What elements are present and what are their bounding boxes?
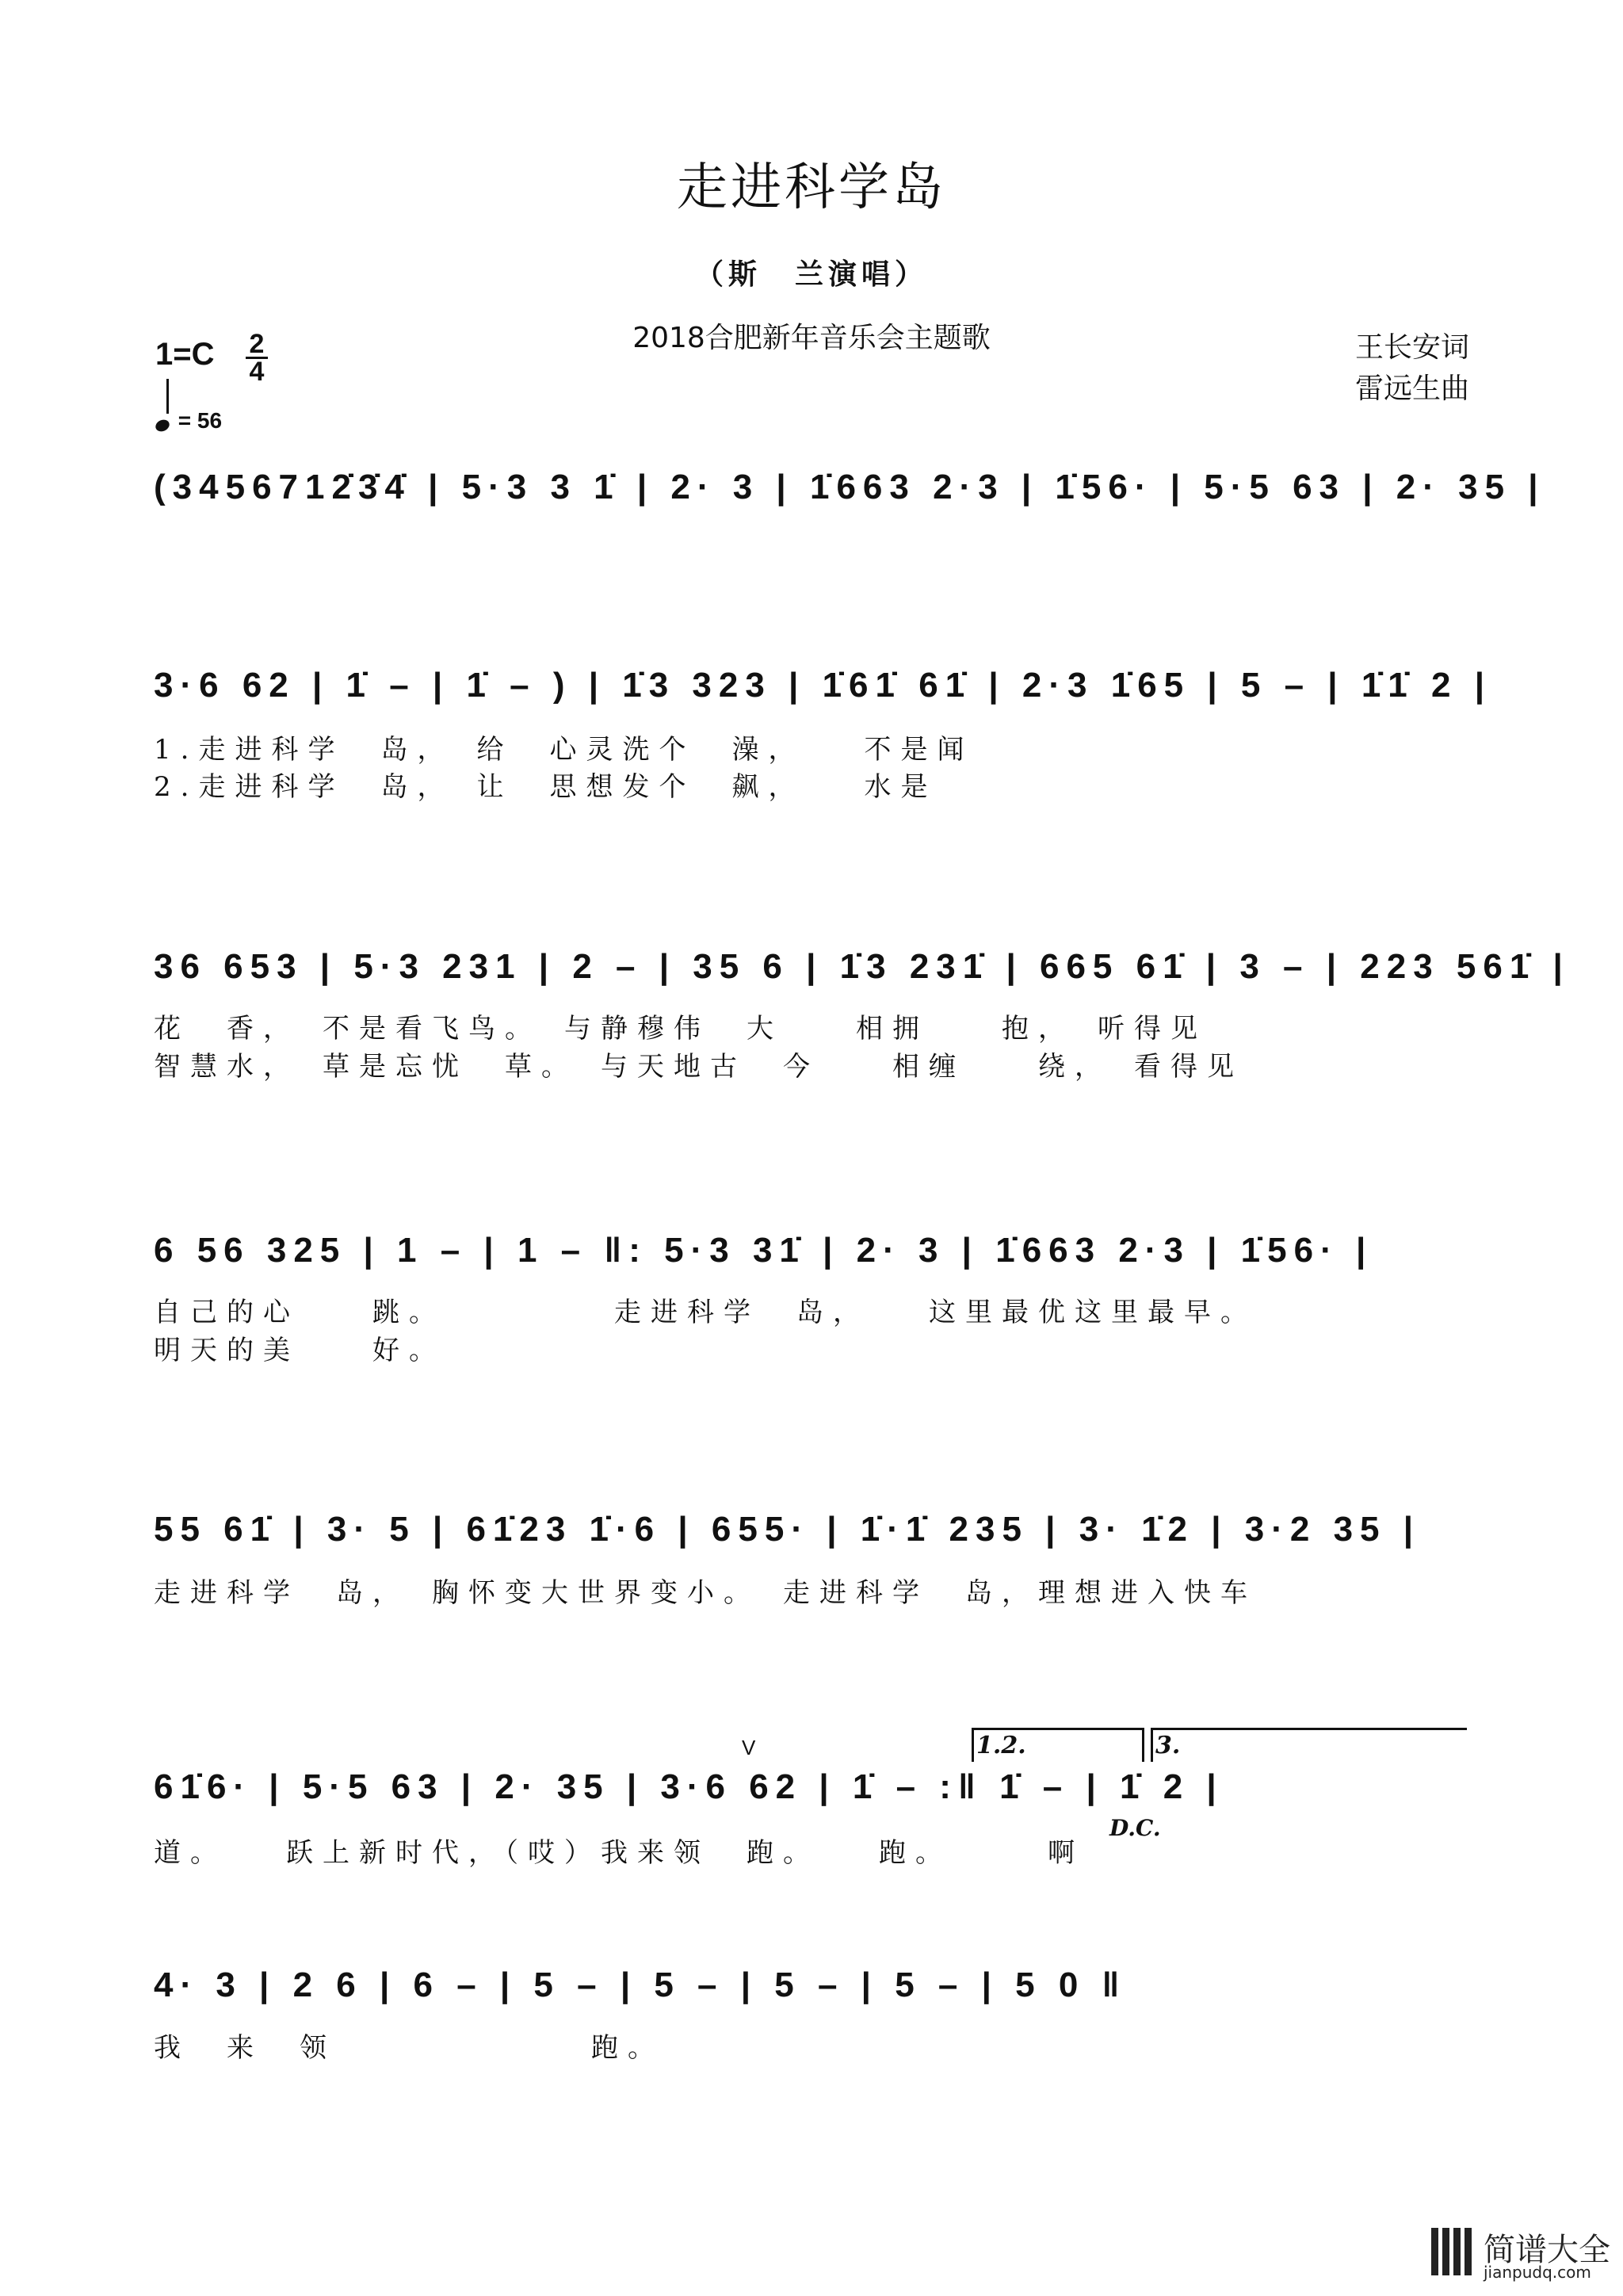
lyrics-line-2-verse-1: 1.走进科学 岛， 给 心灵洗个 澡， 不是闻 [154, 734, 974, 766]
lyrics-line-4-verse-2: 明天的美 好。 [154, 1335, 445, 1366]
site-logo [1431, 2222, 1613, 2288]
lyrics-line-7: 我 来 领 跑。 [154, 2032, 664, 2064]
singer-credit: （斯 兰演唱） [694, 258, 928, 291]
breath-mark: V [742, 1736, 756, 1759]
notation-line-7: 4· 3 | 2 6 | 6 – | 5 – | 5 – | 5 – | 5 – | 5 0 ‖ [154, 1966, 1127, 2004]
meter-bottom: 4 [249, 357, 265, 387]
lyrics-line-4-verse-1: 自己的心 跳。 走进科学 岛， 这里最优这里最早。 [154, 1297, 1257, 1328]
notation-line-4: 6 56 325 | 1 – | 1 – ‖: 5·3 31̇ | 2· 3 | 1̇663 2·3 | 1̇56· | [154, 1231, 1373, 1270]
lyrics-line-3-verse-1: 花 香， 不是看飞鸟。 与静穆伟 大 相拥 抱， 听得见 [154, 1013, 1207, 1045]
lyrics-line-6: 道。 跃上新时代，（哎）我来领 跑。 跑。 啊 [154, 1837, 1084, 1869]
note-stem [166, 379, 169, 414]
volta-1: 1.2. [976, 1732, 1026, 1759]
volta-1-bracket [972, 1728, 1144, 1762]
notation-line-1: (3456712̇3̇4̇ | 5·3 3 1̇ | 2· 3 | 1̇663 2·3 | 1̇56· | 5·5 63 | 2· 35 | [154, 468, 1545, 506]
volta-2-bracket [1151, 1728, 1467, 1762]
logo-name: 简谱大全 [1484, 2232, 1610, 2268]
lyrics-line-3-verse-2: 智慧水， 草是忘忧 草。 与天地古 今 相缠 绕， 看得见 [154, 1051, 1243, 1083]
subtitle: 2018合肥新年音乐会主题歌 [632, 322, 991, 354]
logo-url: jianpudq.com [1484, 2263, 1591, 2282]
da-capo-mark: D.C. [1109, 1815, 1161, 1841]
key-signature: 1=C [155, 337, 215, 372]
tempo-value: = 56 [178, 408, 223, 433]
time-signature [246, 329, 268, 387]
lyricist: 王长安词 [1354, 331, 1469, 364]
volta-2: 3. [1155, 1732, 1181, 1759]
lyrics-line-2-verse-2: 2.走进科学 岛， 让 思想发个 飙， 水是 [154, 771, 938, 803]
quarter-note-icon [154, 418, 171, 434]
notation-line-3: 36 653 | 5·3 231 | 2 – | 35 6 | 1̇3 231̇ | 665 61̇ | 3 – | 223 561̇ | [154, 947, 1570, 986]
song-title: 走进科学岛 [677, 159, 946, 217]
piano-keys-icon [1431, 2228, 1477, 2275]
meter-top: 2 [249, 329, 265, 359]
tempo-mark [155, 393, 222, 434]
notation-line-2: 3·6 62 | 1̇ – | 1̇ – ) | 1̇3 323 | 1̇61̇ 61̇ | 2·3 1̇65 | 5 – | 1̇1̇ 2 | [154, 666, 1492, 705]
notation-line-5: 55 61̇ | 3· 5 | 61̇23 1̇·6 | 655· | 1̇·1̇ 235 | 3· 1̇2 | 3·2 35 | [154, 1510, 1421, 1549]
composer: 雷远生曲 [1354, 372, 1469, 405]
notation-line-6: 61̇6· | 5·5 63 | 2· 35 | 3·6 62 | 1̇ – :‖ 1̇ – | 1̇ 2 | [154, 1767, 1224, 1806]
lyrics-line-5: 走进科学 岛， 胸怀变大世界变小。 走进科学 岛，理想进入快车 [154, 1577, 1257, 1609]
